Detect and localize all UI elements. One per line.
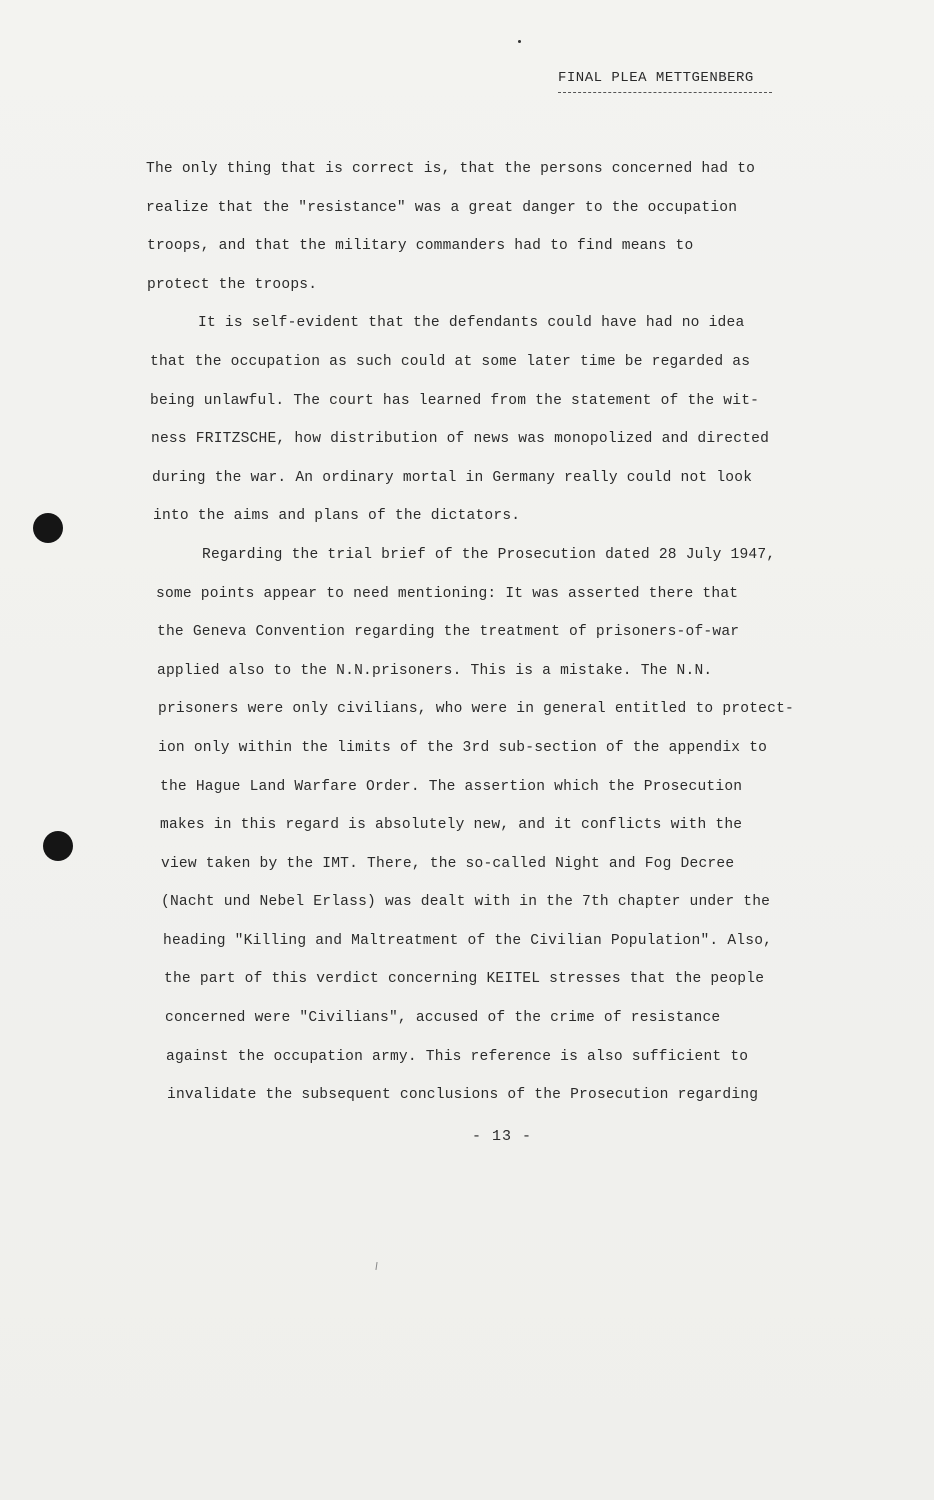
running-header: FINAL PLEA METTGENBERG bbox=[558, 70, 772, 93]
text-line: prisoners were only civilians, who were in general entitled to protect- bbox=[158, 701, 794, 718]
punch-hole-bottom bbox=[43, 831, 73, 861]
text-line: the Hague Land Warfare Order. The assertion which the Prosecution bbox=[160, 778, 743, 795]
text-line: the Geneva Convention regarding the treatment of prisoners-of-war bbox=[157, 624, 740, 641]
text-line: applied also to the N.N.prisoners. This is a mistake. The N.N. bbox=[157, 662, 713, 679]
paper-speck bbox=[518, 40, 521, 43]
text-line: ness FRITZSCHE, how distribution of news was monopolized and directed bbox=[151, 431, 770, 448]
text-line: view taken by the IMT. There, the so-called Night and Fog Decree bbox=[161, 855, 735, 872]
text-line: makes in this regard is absolutely new, and it conflicts with the bbox=[160, 817, 743, 834]
text-line: concerned were "Civilians", accused of the crime of resistance bbox=[165, 1010, 721, 1027]
text-line: being unlawful. The court has learned from the statement of the wit- bbox=[150, 392, 760, 409]
paragraph-start-line: Regarding the trial brief of the Prosecution dated 28 July 1947, bbox=[202, 546, 776, 563]
text-line: some points appear to need mentioning: It was asserted there that bbox=[156, 585, 739, 602]
text-line: that the occupation as such could at some later time be regarded as bbox=[150, 353, 751, 370]
text-line: against the occupation army. This reference is also sufficient to bbox=[166, 1048, 749, 1065]
text-line: realize that the "resistance" was a great danger to the occupation bbox=[146, 199, 738, 216]
text-line: invalidate the subsequent conclusions of the Prosecution regarding bbox=[167, 1087, 759, 1104]
text-line: (Nacht und Nebel Erlass) was dealt with in the 7th chapter under the bbox=[161, 894, 771, 911]
text-line: heading "Killing and Maltreatment of the Civilian Population". Also, bbox=[163, 932, 773, 949]
text-line: protect the troops. bbox=[147, 276, 318, 293]
paragraph-start-line: It is self-evident that the defendants could have had no idea bbox=[198, 315, 745, 332]
text-line: troops, and that the military commanders had to find means to bbox=[147, 238, 694, 255]
text-line: ion only within the limits of the 3rd sub-section of the appendix to bbox=[158, 739, 768, 756]
body-text bbox=[146, 150, 826, 1115]
text-line: the part of this verdict concerning KEITEL stresses that the people bbox=[164, 971, 765, 988]
text-line: into the aims and plans of the dictators. bbox=[153, 508, 521, 525]
text-line: during the war. An ordinary mortal in Germany really could not look bbox=[152, 469, 753, 486]
page-number: - 13 - bbox=[471, 1128, 532, 1145]
paper-mark bbox=[375, 1262, 377, 1270]
punch-hole-top bbox=[33, 513, 63, 543]
text-line: The only thing that is correct is, that the persons concerned had to bbox=[146, 161, 756, 177]
